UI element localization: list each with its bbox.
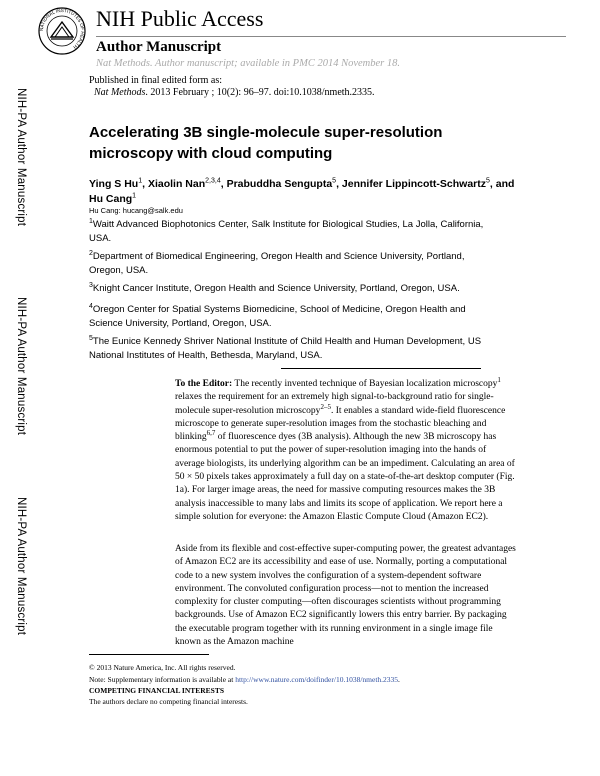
section-divider [281, 368, 481, 369]
side-banner-top: NIH-PA Author Manuscript [15, 88, 27, 227]
affiliation-4: $^4$Oregon Center for Spatial Systems Biomedicine, School of Medicine, Oregon Health and Science University, Portland, Oregon, USA. [89, 302, 466, 329]
supplementary-link[interactable]: http://www.nature.com/doifinder/10.1038/nmeth.2335 [235, 675, 399, 684]
author-list: Ying S Hu$^1$, Xiaolin Nan$^{2,3,4}$, Prabuddha Sengupta$^5$, Jennifer Lippincott-Schwartz$^5$, and Hu Cang$^1$ [89, 177, 515, 205]
corresponding-author: Hu Cang: hucang@salk.edu [89, 206, 183, 215]
citation-line: Nat Methods. 2013 February ; 10(2): 96–97. doi:10.1038/nmeth.2335. [94, 87, 375, 98]
side-banner-bottom: NIH-PA Author Manuscript [15, 497, 27, 636]
author-name: Xiaolin Nan [147, 178, 206, 190]
body-paragraph-2: Aside from its flexible and cost-effective super-computing power, the greatest advantages of Amazon EC2 are its accessibility and ease of use. Normally, porting a computational code to a new system involves the configuration of a system-dependent software environment. The convoluted configuration process—not to mention the increased complexity for cluster computing—often discourages scientists without programming backgrounds. Use of Amazon EC2 significantly lowers this entry barrier. By packaging the executable program together with its running environment in a single image file known as the Amazon machine [175, 544, 516, 648]
author-name: Jennifer Lippincott-Schwartz [341, 178, 486, 190]
author-name: Prabuddha Sengupta [226, 178, 333, 190]
nih-public-access-title: NIH Public Access [96, 6, 264, 31]
affiliation-2: $^2$Department of Biomedical Engineering, Oregon Health and Science University, Portland, Oregon, USA. [89, 249, 465, 276]
published-line: Published in final edited form as: [89, 75, 223, 86]
body-paragraph-1: To the Editor: The recently invented technique of Bayesian localization microscopy$^1$ relaxes the requirement for an extremely high signal-to-background ratio for single-molecule super-resolution microscopy$^{2-5}$. It enables a standard wide-field fluorescence microscope to generate super-resolution images from the stochastic bleaching and blinking$^{6,7}$ of fluorescence dyes (3B analysis). Although the new 3B microscopy has enormous potential to put the power of super-resolution imaging into the hands of average biologists, its underlying algorithm can be an impediment. Calculating an area of 50 × 50 pixels takes approximately a full day on a state-of-the-art desktop computer (Fig. 1a). For larger image areas, the need for massive computing resources makes the 3B analysis inaccessible to many labs and limits its scope of application. We report here a simple solution for everyone: the Amazon Elastic Compute Cloud (Amazon EC2). [175, 375, 515, 522]
supplementary-note: Note: Supplementary information is available at http://www.nature.com/doifinder/10.1038/nmeth.2335. [89, 675, 400, 684]
competing-interests-text: The authors declare no competing financial interests. [89, 697, 248, 706]
pmc-availability-line: Nat Methods. Author manuscript; available in PMC 2014 November 18. [96, 58, 400, 69]
affiliation-3: $^3$Knight Cancer Institute, Oregon Health and Science University, Portland, Oregon, USA. [89, 281, 460, 294]
svg-text:NATIONAL INSTITUTES OF HEALTH: NATIONAL INSTITUTES OF HEALTH [38, 7, 86, 50]
copyright-note: © 2013 Nature America, Inc. All rights reserved. [89, 663, 236, 672]
competing-interests-heading: COMPETING FINANCIAL INTERESTS [89, 686, 225, 695]
author-name: Hu Cang [89, 193, 133, 205]
author-manuscript-title: Author Manuscript [96, 39, 222, 55]
header-rule [96, 36, 566, 37]
affiliation-1: $^1$Waitt Advanced Biophotonics Center, Salk Institute for Biological Studies, La Jolla, California, USA. [89, 217, 484, 244]
side-banner-middle: NIH-PA Author Manuscript [15, 297, 27, 436]
author-name: Ying S Hu [89, 178, 139, 190]
footnote-rule [89, 654, 209, 655]
article-title: Accelerating 3B single-molecule super-resolution microscopy with cloud computing [89, 124, 443, 162]
nih-seal-logo [37, 6, 87, 56]
affiliation-5: $^5$The Eunice Kennedy Shriver National Institute of Child Health and Human Development, US National Institutes of Health, Bethesda, Maryland, USA. [89, 334, 482, 361]
